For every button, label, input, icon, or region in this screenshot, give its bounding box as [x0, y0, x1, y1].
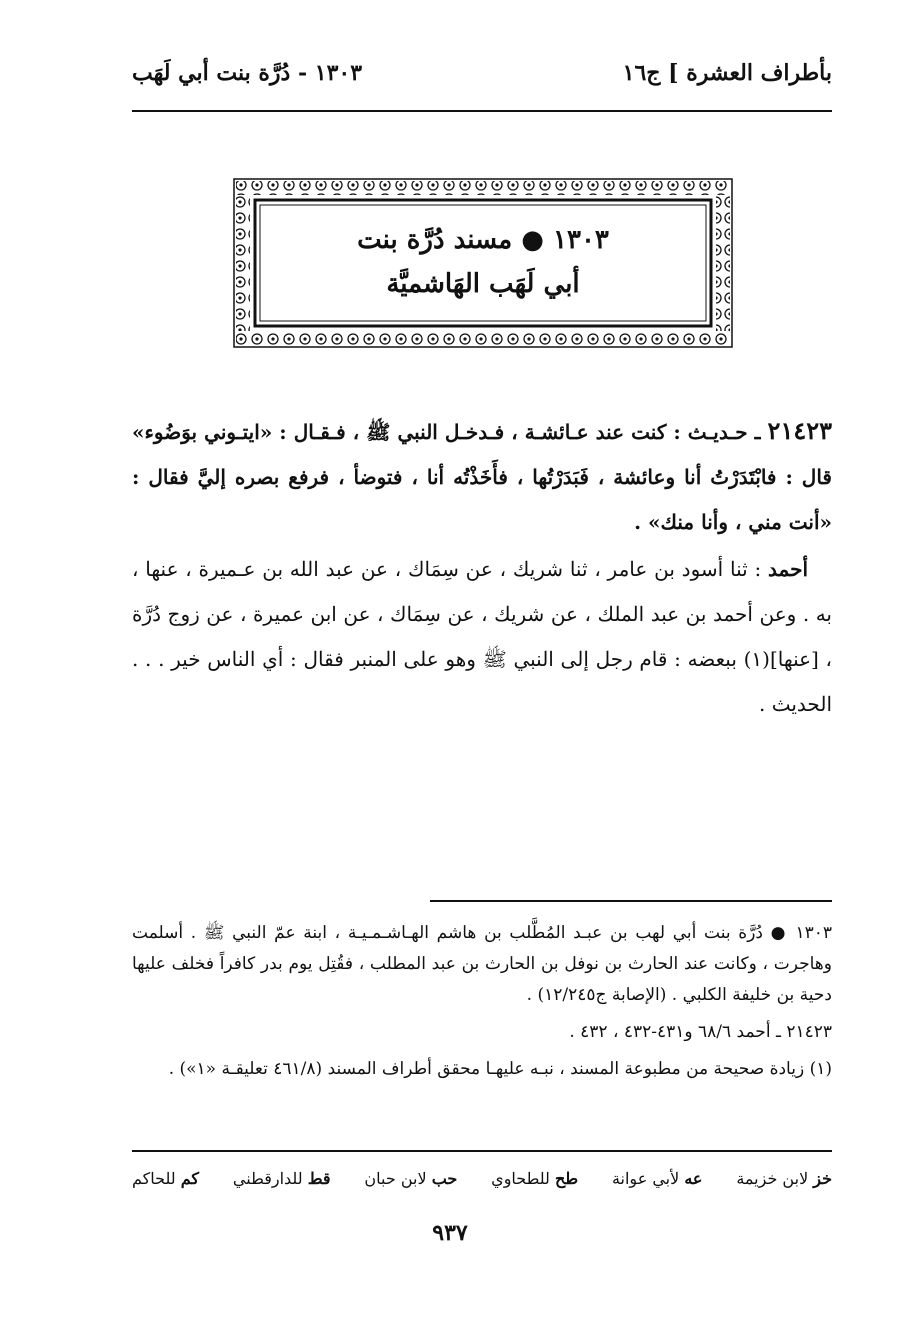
- hadith-body: [132, 408, 832, 727]
- title-line-2: أبي لَهَب الهَاشميَّة: [386, 269, 580, 299]
- title-line-1: ١٣٠٣ ● مسند دُرَّة بنت: [357, 225, 609, 255]
- abbreviation-key: [132, 1164, 832, 1194]
- abbreviation-item: خز لابن خزيمة: [736, 1169, 832, 1188]
- hadith-number: ٢١٤٢٣: [767, 416, 832, 445]
- footnote-divider: [430, 900, 832, 902]
- footnotes: [132, 918, 832, 1085]
- isnad-source-label: أحمد: [768, 557, 808, 581]
- page-number: ٩٣٧: [432, 1220, 468, 1246]
- abbreviation-item: طح للطحاوي: [491, 1169, 579, 1188]
- isnad-paragraph: [132, 547, 832, 727]
- hadith-paragraph: [132, 408, 832, 545]
- bottom-divider: [132, 1150, 832, 1152]
- title-frame: [233, 178, 733, 348]
- abbreviation-item: كم للحاكم: [132, 1169, 200, 1188]
- header-section-title: ١٣٠٣ - دُرَّة بنت أبي لَهَب: [132, 60, 363, 86]
- footnote-sources: ٢١٤٢٣ ـ أحمد ٦٨/٦ و٤٣١-٤٣٢ ، ٤٣٢ .: [569, 1022, 832, 1042]
- header-book-title: بأطراف العشرة ] ج١٦: [622, 60, 832, 86]
- abbreviation-item: حب لابن حبان: [364, 1169, 458, 1188]
- footnote-note-1: (١) زيادة صحيحة من مطبوعة المسند ، نبـه عليهـا محقق أطراف المسند (٤٦١/٨ تعليقـة «١») .: [168, 1059, 832, 1079]
- musnad-title: [273, 218, 693, 308]
- isnad-text: : ثنا أسود بن عامر ، ثنا شريك ، عن سِمَاك ، عن عبد الله بن عـميرة ، عنها ، به . وعن أحمد بن عبد الملك ، عن شريك ، عن سِمَاك ، عن ابن عميرة ، عن زوج دُرَّة ، [عنها](١) ببعضه : قام رجل إلى النبي ﷺ وهو على المنبر فقال : أي الناس خير . . . الحديث .: [132, 557, 832, 716]
- hadith-text: ـ حـديـث : كنت عند عـائشـة ، فـدخـل النبي ﷺ ، فـقـال : «ايتـوني بوَضُوء» قال : فابْتَدَرْتُ أنا وعائشة ، فَبَدَرْتُها ، فأَخَذْتُه أنا ، فتوضأ ، فرفع بصره إليَّ فقال : «أنت مني ، وأنا منك» .: [132, 420, 832, 534]
- running-header: [132, 56, 832, 96]
- header-divider: [132, 110, 832, 112]
- abbreviation-item: عه لأبي عوانة: [611, 1169, 703, 1188]
- abbreviation-item: قط للدارقطني: [232, 1169, 331, 1188]
- footnote-biography: ١٣٠٣ ● دُرَّة بنت أبي لهب بن عبـد المُطَّلب بن هاشم الهـاشـمـيـة ، ابنة عمّ النبي ﷺ . أسلمت وهاجرت ، وكانت عند الحارث بن نوفل بن الحارث بن عبد المطلب ، فقُتِل يوم بدر كافراً فخلف عليها دحية بن خليفة الكلبي . (الإصابة ج١٢/٢٤٥) .: [132, 923, 832, 1005]
